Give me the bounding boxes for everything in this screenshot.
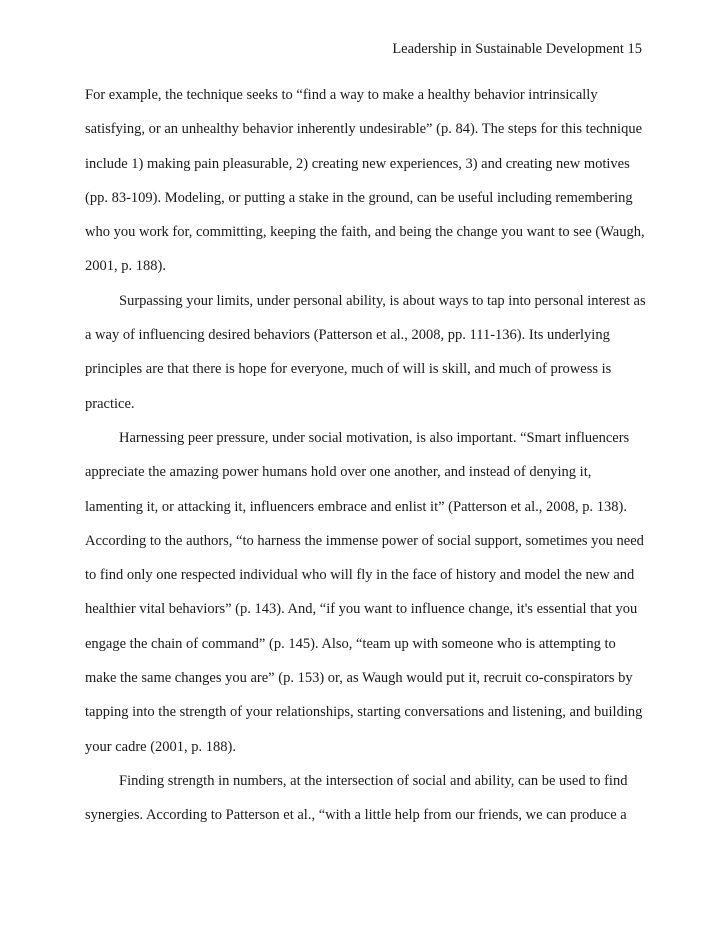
text-line: to find only one respected individual who will fly in the face of history and model the new and <box>85 567 635 584</box>
text-line: healthier vital behaviors” (p. 143). And, “if you want to influence change, it's essential that you <box>85 601 638 618</box>
text-line: lamenting it, or attacking it, influencers embrace and enlist it” (Patterson et al., 2008, p. 138). <box>85 498 627 515</box>
text-line: satisfying, or an unhealthy behavior inherently undesirable” (p. 84). The steps for this technique <box>85 121 643 138</box>
text-line: include 1) making pain pleasurable, 2) creating new experiences, 3) and creating new motives <box>85 155 630 172</box>
body-text <box>85 83 660 838</box>
text-line: Finding strength in numbers, at the intersection of social and ability, can be used to find <box>119 772 628 789</box>
text-line: make the same changes you are” (p. 153) or, as Waugh would put it, recruit co-conspirators by <box>85 670 633 687</box>
text-line: synergies. According to Patterson et al., “with a little help from our friends, we can produce a <box>85 807 627 824</box>
text-line: tapping into the strength of your relationships, starting conversations and listening, and building <box>85 704 643 721</box>
text-line: Harnessing peer pressure, under social motivation, is also important. “Smart influencers <box>119 429 630 446</box>
running-head: Leadership in Sustainable Development 15 <box>392 41 642 57</box>
text-line: engage the chain of command” (p. 145). Also, “team up with someone who is attempting to <box>85 635 616 652</box>
text-line: For example, the technique seeks to “find a way to make a healthy behavior intrinsically <box>85 87 598 103</box>
text-line: practice. <box>85 395 135 412</box>
text-line: 2001, p. 188). <box>85 258 166 275</box>
text-line: who you work for, committing, keeping the faith, and being the change you want to see (Waugh, <box>85 224 645 241</box>
text-line: a way of influencing desired behaviors (Patterson et al., 2008, pp. 111-136). Its underlying <box>85 327 610 344</box>
text-line: principles are that there is hope for everyone, much of will is skill, and much of prowess is <box>85 361 612 378</box>
text-line: According to the authors, “to harness the immense power of social support, sometimes you need <box>85 532 644 549</box>
text-line: Surpassing your limits, under personal ability, is about ways to tap into personal interest as <box>119 292 646 309</box>
text-line: (pp. 83-109). Modeling, or putting a stake in the ground, can be useful including remembering <box>85 189 633 206</box>
text-line: appreciate the amazing power humans hold over one another, and instead of denying it, <box>85 464 592 481</box>
text-line: your cadre (2001, p. 188). <box>85 738 236 755</box>
